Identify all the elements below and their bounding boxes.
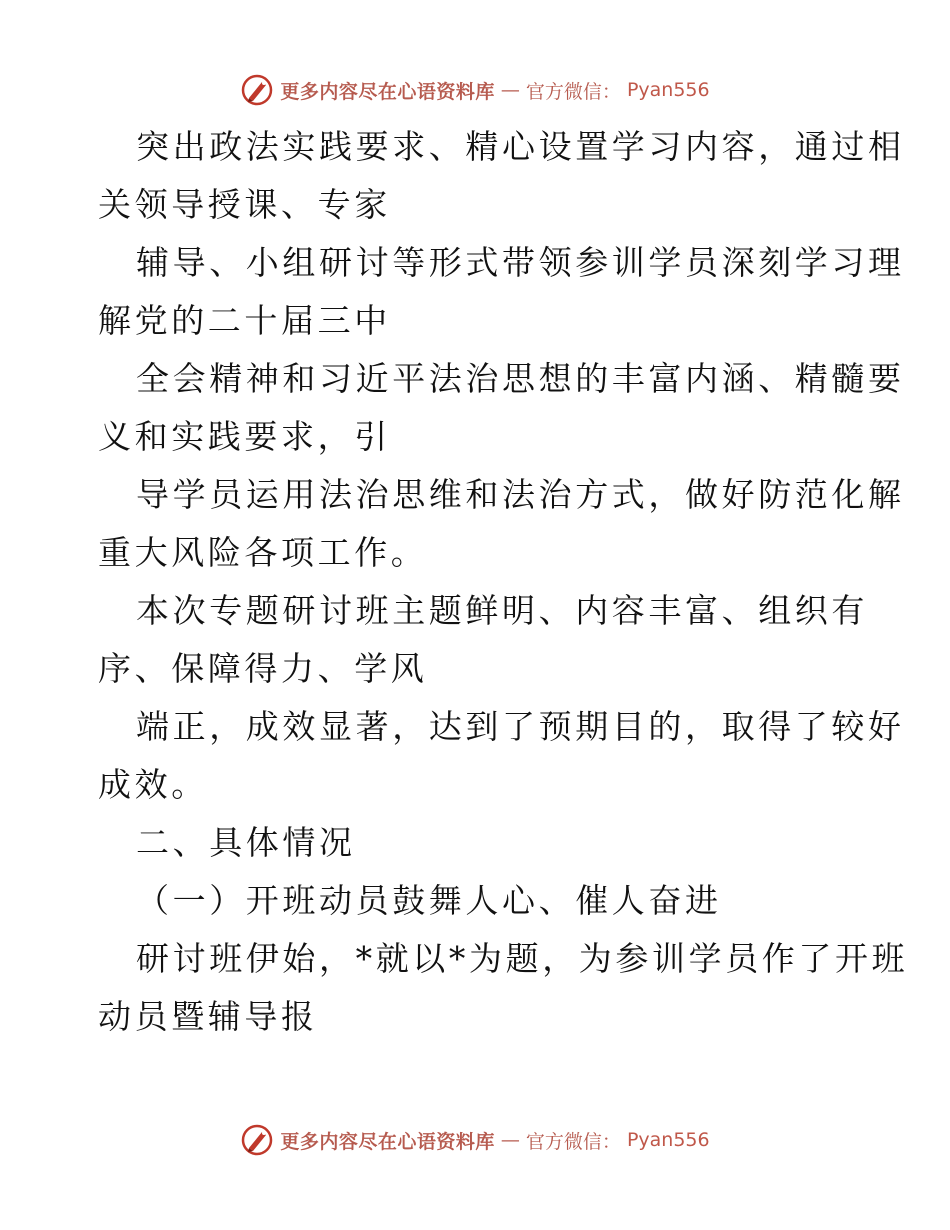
watermark-footer xyxy=(0,1120,950,1160)
document-body xyxy=(98,118,909,1046)
watermark-id: Pyan556 xyxy=(626,79,710,101)
watermark-label: 官方微信： xyxy=(525,80,621,103)
body-line: 全会精神和习近平法治思想的丰富内涵、精髓要 xyxy=(136,359,905,398)
watermark-text: 更多内容尽在心语资料库 xyxy=(280,80,495,103)
body-line: 端正，成效显著，达到了预期目的，取得了较好 xyxy=(136,707,905,746)
watermark-dash: — xyxy=(500,1129,520,1151)
body-line: 研讨班伊始，*就以*为题，为参训学员作了开班 xyxy=(136,939,909,978)
subsection-heading: （一）开班动员鼓舞人心、催人奋进 xyxy=(136,881,722,920)
body-line: 成效。 xyxy=(98,765,208,804)
body-line: 本次专题研讨班主题鲜明、内容丰富、组织有 xyxy=(136,591,868,630)
pen-logo-icon xyxy=(240,73,274,107)
pen-logo-icon xyxy=(240,1123,274,1157)
watermark-id: Pyan556 xyxy=(626,1129,710,1151)
watermark-header xyxy=(0,70,950,110)
body-line: 重大风险各项工作。 xyxy=(98,533,428,572)
body-line: 突出政法实践要求、精心设置学习内容，通过相 xyxy=(136,127,905,166)
body-line: 关领导授课、专家 xyxy=(98,185,391,224)
body-line: 解党的二十届三中 xyxy=(98,301,391,340)
body-line: 序、保障得力、学风 xyxy=(98,649,428,688)
watermark-text: 更多内容尽在心语资料库 xyxy=(280,1130,495,1153)
watermark-label: 官方微信： xyxy=(525,1130,621,1153)
section-heading: 二、具体情况 xyxy=(136,823,356,862)
body-line: 动员暨辅导报 xyxy=(98,997,318,1036)
body-line: 导学员运用法治思维和法治方式，做好防范化解 xyxy=(136,475,905,514)
body-line: 辅导、小组研讨等形式带领参训学员深刻学习理 xyxy=(136,243,905,282)
body-line: 义和实践要求，引 xyxy=(98,417,391,456)
watermark-dash: — xyxy=(500,79,520,101)
